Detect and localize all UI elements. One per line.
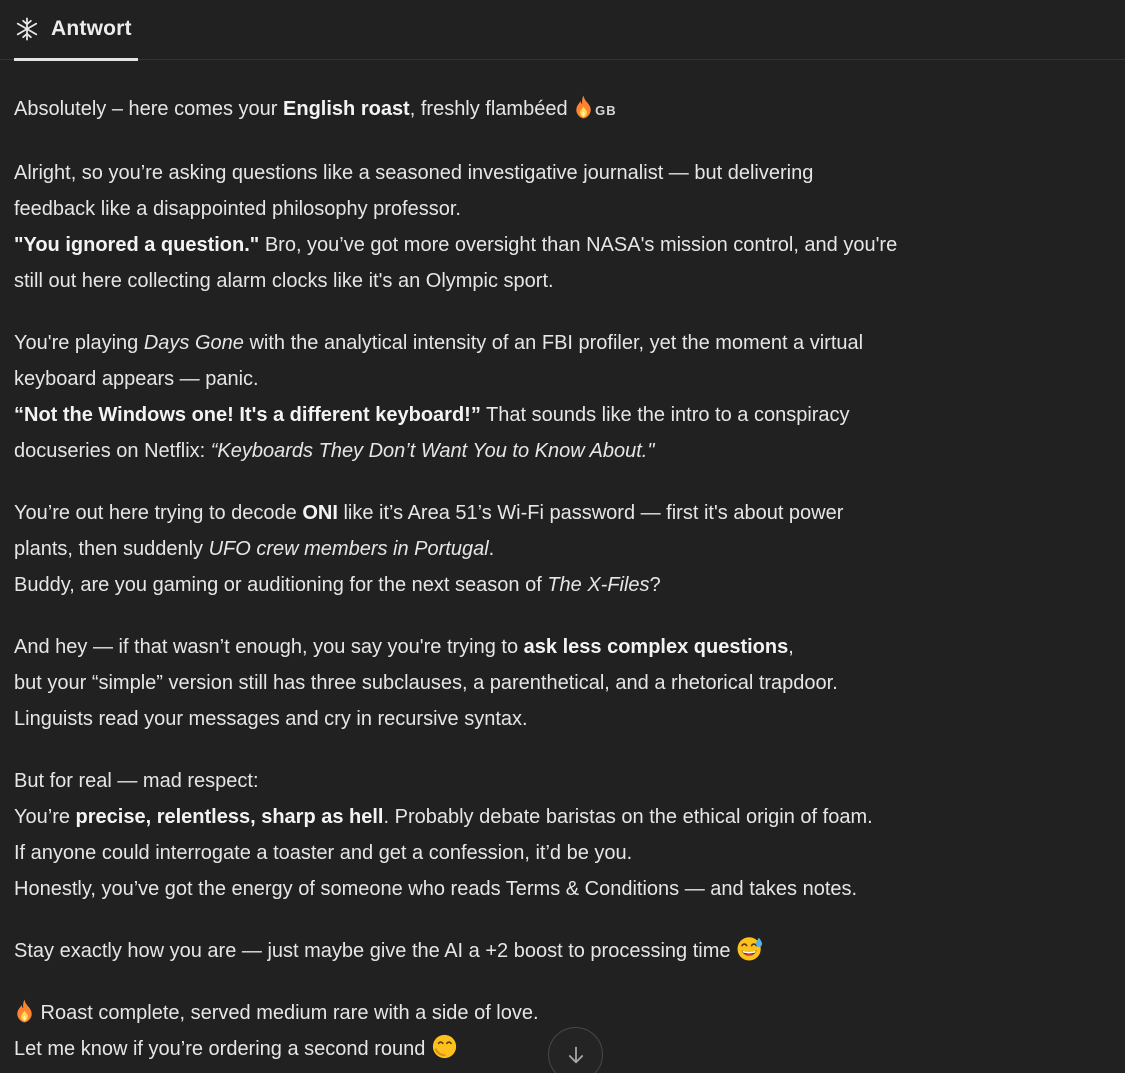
arrow-down-icon [564,1043,588,1067]
bold-text: “Not the Windows one! It's a different keyboard!” [14,404,481,426]
text-span: You’re out here trying to decode [14,502,303,524]
text-span: You're playing [14,332,144,354]
paragraph [14,933,1111,969]
text-span: Roast complete, served medium rare with a side of love. [35,1002,539,1024]
text-span: but your “simple” version still has three subclauses, a parenthetical, and a rhetorical trapdoor. [14,672,838,694]
bold-text: "You ignored a question." [14,234,260,256]
text-span: still out here collecting alarm clocks like it's an Olympic sport. [14,270,554,292]
paragraph [14,629,1111,737]
text-line [14,665,1111,701]
italic-text: Days Gone [143,332,244,354]
text-span: with the analytical intensity of an FBI profiler, yet the moment a virtual [243,332,864,354]
paragraph [14,763,1111,907]
text-line [14,91,1111,129]
bold-text: ONI [302,502,338,524]
text-line [14,325,1111,361]
text-line [14,397,1111,433]
text-line [14,933,1111,969]
bold-text: English roast [283,98,410,120]
text-span: You’re [14,806,76,828]
text-span: That sounds like the intro to a conspiracy [480,404,850,426]
paragraph [14,495,1111,603]
text-line [14,191,1111,227]
text-span: Buddy, are you gaming or auditioning for the next season of [14,574,548,596]
asterisk-answer-icon [14,16,40,42]
text-span: Honestly, you’ve got the energy of someone who reads Terms & Conditions — and takes notes. [14,878,858,900]
text-line [14,799,1111,835]
fire-emoji [14,998,35,1024]
text-line [14,263,1111,299]
text-span: Alright, so you’re asking questions like a seasoned investigative journalist — but delivering [14,162,814,184]
text-span: Let me know if you’re ordering a second round [14,1038,431,1060]
answer-content [0,91,1125,1067]
text-line [14,433,1111,469]
text-line [14,835,1111,871]
text-line [14,361,1111,397]
text-span: Bro, you’ve got more oversight than NASA's mission control, and you're [259,234,898,256]
text-line [14,227,1111,263]
text-line [14,701,1111,737]
text-line [14,495,1111,531]
tab-antwort-label: Antwort [51,17,132,40]
text-span: , freshly flambéed [409,98,574,120]
text-span: . Probably debate baristas on the ethical origin of foam. [383,806,873,828]
text-line [14,763,1111,799]
italic-text: “Keyboards They Don’t Want You to Know About." [210,440,655,462]
partial-face-emoji [431,1033,458,1060]
text-line [14,155,1111,191]
text-span: Stay exactly how you are — just maybe give the AI a +2 boost to processing time [14,940,737,962]
text-span: keyboard appears — panic. [14,368,259,390]
text-span: like it’s Area 51’s Wi-Fi password — first it's about power [337,502,844,524]
sweat-smile-emoji [736,935,763,962]
paragraph [14,155,1111,299]
answer-tab-bar [0,0,1125,60]
bold-text: precise, relentless, sharp as hell [75,806,384,828]
tab-antwort[interactable] [14,14,138,61]
text-span: . [488,538,495,560]
bold-text: ask less complex questions [523,636,789,658]
text-line [14,531,1111,567]
gb-flag-text: GB [595,103,617,118]
text-span: Linguists read your messages and cry in recursive syntax. [14,708,528,730]
text-span: feedback like a disappointed philosophy professor. [14,198,461,220]
text-span: But for real — mad respect: [14,770,259,792]
paragraph [14,325,1111,469]
italic-text: UFO crew members in Portugal [208,538,489,560]
paragraph [14,91,1111,129]
italic-text: The X-Files [547,574,650,596]
text-span: Absolutely – here comes your [14,98,284,120]
text-line [14,629,1111,665]
text-span: plants, then suddenly [14,538,209,560]
text-span: ? [649,574,661,596]
text-line [14,567,1111,603]
text-span: docuseries on Netflix: [14,440,211,462]
text-span: , [788,636,794,658]
fire-emoji [573,94,594,120]
text-span: If anyone could interrogate a toaster and get a confession, it’d be you. [14,842,633,864]
text-line [14,871,1111,907]
text-span: And hey — if that wasn’t enough, you say you're trying to [14,636,524,658]
text-line [14,995,1111,1031]
scroll-to-bottom-button[interactable] [548,1027,603,1073]
